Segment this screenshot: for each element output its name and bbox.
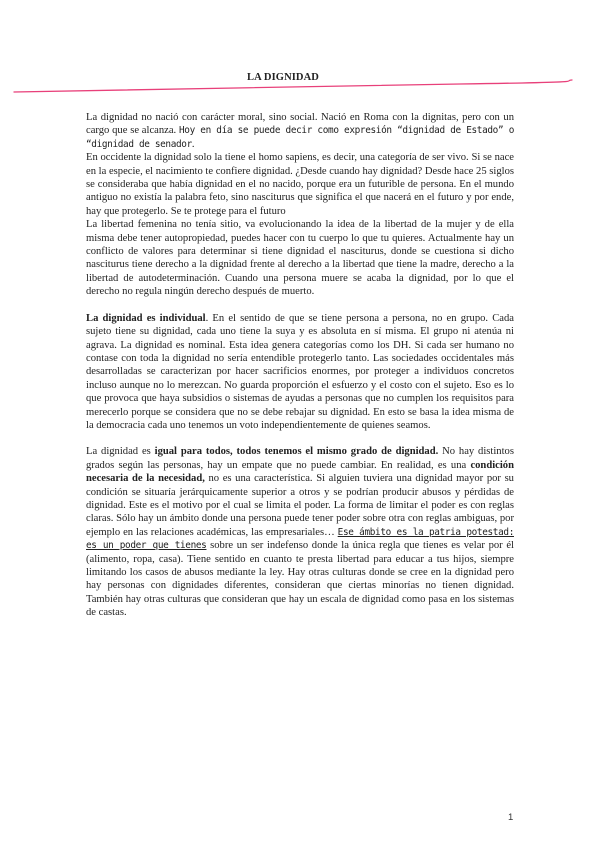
paragraph-libertad: La libertad femenina no tenía sitio, va evolucionando la idea de la libertad de la mujer y de ella misma debe tener autopropiedad, puedes hacer con tu cuerpo lo que tu quieres. Actualmente hay un conflicto de valores para determinar si tiene dignidad el nasciturus, donde se cuestiona si dicho nasciturus tiene derecho a la dignidad frente al derecho a la libertad que tiene la madre, derecho a la libertad de autodeterminación. Cuando una persona muere se acaba la dignidad, por lo que el derecho no regula ningún derecho después de muerto.	[86, 219, 514, 298]
text-run: No hay distintos grados según las personas, hay un empate que no puede cambiar. En realidad, es una	[86, 446, 514, 471]
text-run: .	[191, 138, 195, 150]
bold-phrase: igual para todos, todos tenemos el mismo grado de dignidad.	[154, 446, 439, 458]
paragraph-occidente: En occidente la dignidad solo la tiene el homo sapiens, es decir, una categoría de ser vivo. Si se nace en la especie, el nacimiento te confiere dignidad. ¿Desde cuando hay dignidad? Desde hace 25 siglos se consideraba que había dignidad en el no nacido, porque era un futurible de persona. En el mundo antiguo no existía la palabra feto, sino nasciturus que significa el que nacerá en el futuro y por ende, hay que protegerlo. Se te protege para el futuro	[86, 152, 515, 217]
paragraph-igual	[86, 445, 514, 619]
bold-phrase: condición necesaria de la necesidad,	[86, 459, 514, 485]
accent-stroke	[14, 80, 572, 92]
text-run: no es una característica. Si alguien tuviera una dignidad mayor por su condición se situaría jerárquicamente superior a otros y se podrían producir abusos y pérdidas de dignidad. Este es el motivo por el cual se limita el poder. La forma de limitar el poder es con reglas claras. Sólo hay un ámbito donde una persona puede tener poder sobre otra con reglas ambiguas, por ejemplo en las relaciones académicas, las empresariales…	[86, 473, 514, 538]
text-run: sobre un ser indefenso donde la única regla que tienes es velar por él (alimento, ropa, casa). Tiene sentido en cuanto te presta libertad para educar a tus hijos, siempre limitando los casos de abusos mediante la ley. Hay otras culturas donde se cree en la dignidad pero hay personas con dignidades diferentes, consideran que ciertas minorías no tienen dignidad. También hay otras culturas que consideran que hay un escala de dignidad como pasa en los sistemas de castas.	[86, 540, 514, 619]
text-run: La dignidad no nació con carácter moral, sino social. Nació en Roma con la dignitas, pero con un cargo que se alcanza.	[86, 112, 514, 137]
paragraph-origin	[86, 111, 514, 151]
highlighter-underline	[0, 78, 599, 98]
page-title: LA DIGNIDAD	[247, 72, 319, 83]
handwritten-note: Hoy en día se puede decir como expresión “dignidad de Estado” o “dignidad de senador	[86, 125, 514, 150]
page-number: 1	[508, 812, 514, 823]
bold-heading: La dignidad es individual	[86, 312, 206, 324]
document-body	[86, 111, 514, 620]
text-run: . En el sentido de que se tiene persona a persona, no en grupo. Cada sujeto tiene su dignidad, cada uno tiene la suya y es absoluta en sí misma. El grupo ni atenúa ni agrava. La dignidad es nominal. Esta idea genera categorías como los DH. Si cada ser humano no contase con toda la dignidad no sería entendible protegerlo tanto. Las sociedades occidentales más desarrolladas se caracterizan por hacer sacrificios enormes, por proteger a individuos concretos incluso aunque no lo merezcan. No guarda proporción el esfuerzo y el costo con el sujeto. Eso es lo que provoca que haya subsidios o sistemas de ayudas a personas que no cumplen los requisitos para merecerlo porque se considera que no se debe rebajar su dignidad. En esto se basa la idea misma de la democracia cada uno tenemos un voto independientemente de quienes seamos.	[86, 312, 514, 431]
text-run: La dignidad es	[86, 446, 155, 458]
handwritten-underlined-note: Ese ámbito es la patria potestad: es un poder que tienes	[86, 526, 514, 552]
paragraph-individual	[86, 312, 514, 433]
